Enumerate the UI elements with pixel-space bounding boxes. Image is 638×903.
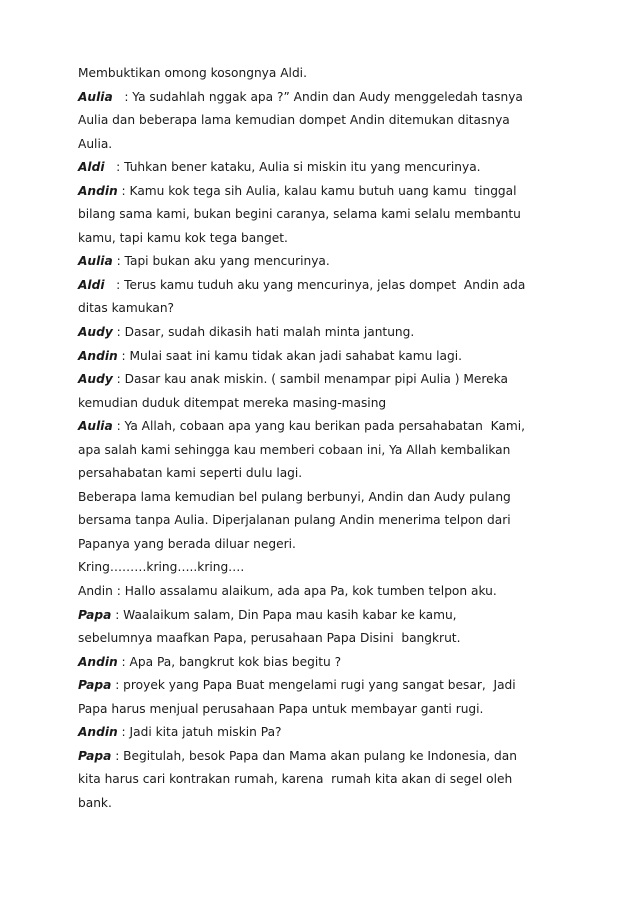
line-text: : Dasar, sudah dikasih hati malah minta jantung. <box>112 325 415 340</box>
dialogue-line <box>78 604 568 628</box>
line-text: Aulia. <box>78 136 113 151</box>
line-text: apa salah kami sehingga kau memberi cobaan ini, Ya Allah kembalikan <box>78 442 511 457</box>
text-line <box>78 627 568 651</box>
line-text: : Mulai saat ini kamu tidak akan jadi sahabat kamu lagi. <box>117 348 463 363</box>
line-text: kita harus cari kontrakan rumah, karena rumah kita akan di segel oleh <box>78 772 513 787</box>
line-text: : Ya Allah, cobaan apa yang kau berikan pada persahabatan Kami, <box>112 419 525 434</box>
speaker-name: Aulia <box>78 89 113 104</box>
line-text: : Dasar kau anak miskin. ( sambil menampar pipi Aulia ) Mereka <box>112 372 508 387</box>
dialogue-line <box>78 180 568 204</box>
line-text: bilang sama kami, bukan begini caranya, selama kami selalu membantu <box>78 207 521 222</box>
speaker-name: Papa <box>78 607 112 622</box>
text-line <box>78 556 568 580</box>
dialogue-line <box>78 321 568 345</box>
line-text: : Kamu kok tega sih Aulia, kalau kamu butuh uang kamu tinggal <box>117 183 517 198</box>
dialogue-line <box>78 274 568 298</box>
text-line <box>78 392 568 416</box>
text-line <box>78 533 568 557</box>
line-text: : Ya sudahlah nggak apa ?” Andin dan Audy menggeledah tasnya <box>112 89 523 104</box>
text-line <box>78 227 568 251</box>
line-text: : Apa Pa, bangkrut kok bias begitu ? <box>117 654 342 669</box>
line-text: persahabatan kami seperti dulu lagi. <box>78 466 303 481</box>
line-text: : Tuhkan bener kataku, Aulia si miskin itu yang mencurinya. <box>104 160 481 175</box>
speaker-name: Andin <box>78 725 118 740</box>
text-line <box>78 792 568 816</box>
line-text: : Begitulah, besok Papa dan Mama akan pulang ke Indonesia, dan <box>111 748 517 763</box>
line-text: kamu, tapi kamu kok tega banget. <box>78 230 288 245</box>
line-text: : Tapi bukan aku yang mencurinya. <box>112 254 330 269</box>
dialogue-line <box>78 345 568 369</box>
line-text: bersama tanpa Aulia. Diperjalanan pulang Andin menerima telpon dari <box>78 513 511 528</box>
text-line <box>78 462 568 486</box>
text-line <box>78 580 568 604</box>
document-page <box>78 62 568 816</box>
text-line <box>78 297 568 321</box>
speaker-name: Audy <box>78 372 113 387</box>
text-line <box>78 439 568 463</box>
dialogue-line <box>78 745 568 769</box>
line-text: Andin : Hallo assalamu alaikum, ada apa Pa, kok tumben telpon aku. <box>78 584 497 599</box>
line-text: sebelumnya maafkan Papa, perusahaan Papa Disini bangkrut. <box>78 631 461 646</box>
speaker-name: Andin <box>78 348 118 363</box>
text-line <box>78 133 568 157</box>
line-text: : Terus kamu tuduh aku yang mencurinya, jelas dompet Andin ada <box>104 277 526 292</box>
line-text: kemudian duduk ditempat mereka masing-masing <box>78 395 387 410</box>
speaker-name: Aulia <box>78 419 113 434</box>
speaker-name: Papa <box>78 678 112 693</box>
speaker-name: Andin <box>78 654 118 669</box>
dialogue-line <box>78 651 568 675</box>
line-text: Beberapa lama kemudian bel pulang berbunyi, Andin dan Audy pulang <box>78 489 511 504</box>
text-line <box>78 486 568 510</box>
text-line <box>78 698 568 722</box>
dialogue-line <box>78 250 568 274</box>
line-text: Aulia dan beberapa lama kemudian dompet Andin ditemukan ditasnya <box>78 113 510 128</box>
dialogue-line <box>78 156 568 180</box>
line-text: bank. <box>78 795 112 810</box>
dialogue-line <box>78 368 568 392</box>
line-text: ditas kamukan? <box>78 301 175 316</box>
dialogue-line <box>78 674 568 698</box>
speaker-name: Aulia <box>78 254 113 269</box>
text-line <box>78 109 568 133</box>
dialogue-line <box>78 86 568 110</box>
line-text: Membuktikan omong kosongnya Aldi. <box>78 66 307 80</box>
text-line <box>78 509 568 533</box>
speaker-name: Papa <box>78 748 112 763</box>
line-text: : Jadi kita jatuh miskin Pa? <box>117 725 282 740</box>
line-text: Papanya yang berada diluar negeri. <box>78 536 296 551</box>
speaker-name: Aldi <box>78 160 105 175</box>
line-text: Kring………kring…..kring…. <box>78 560 245 575</box>
text-line <box>78 62 568 86</box>
line-text: : proyek yang Papa Buat mengelami rugi yang sangat besar, Jadi <box>111 678 516 693</box>
speaker-name: Audy <box>78 325 113 340</box>
line-text: : Waalaikum salam, Din Papa mau kasih kabar ke kamu, <box>111 607 457 622</box>
line-text: Papa harus menjual perusahaan Papa untuk membayar ganti rugi. <box>78 701 484 716</box>
text-line <box>78 768 568 792</box>
speaker-name: Andin <box>78 183 118 198</box>
dialogue-line <box>78 415 568 439</box>
text-line <box>78 203 568 227</box>
speaker-name: Aldi <box>78 277 105 292</box>
dialogue-line <box>78 721 568 745</box>
